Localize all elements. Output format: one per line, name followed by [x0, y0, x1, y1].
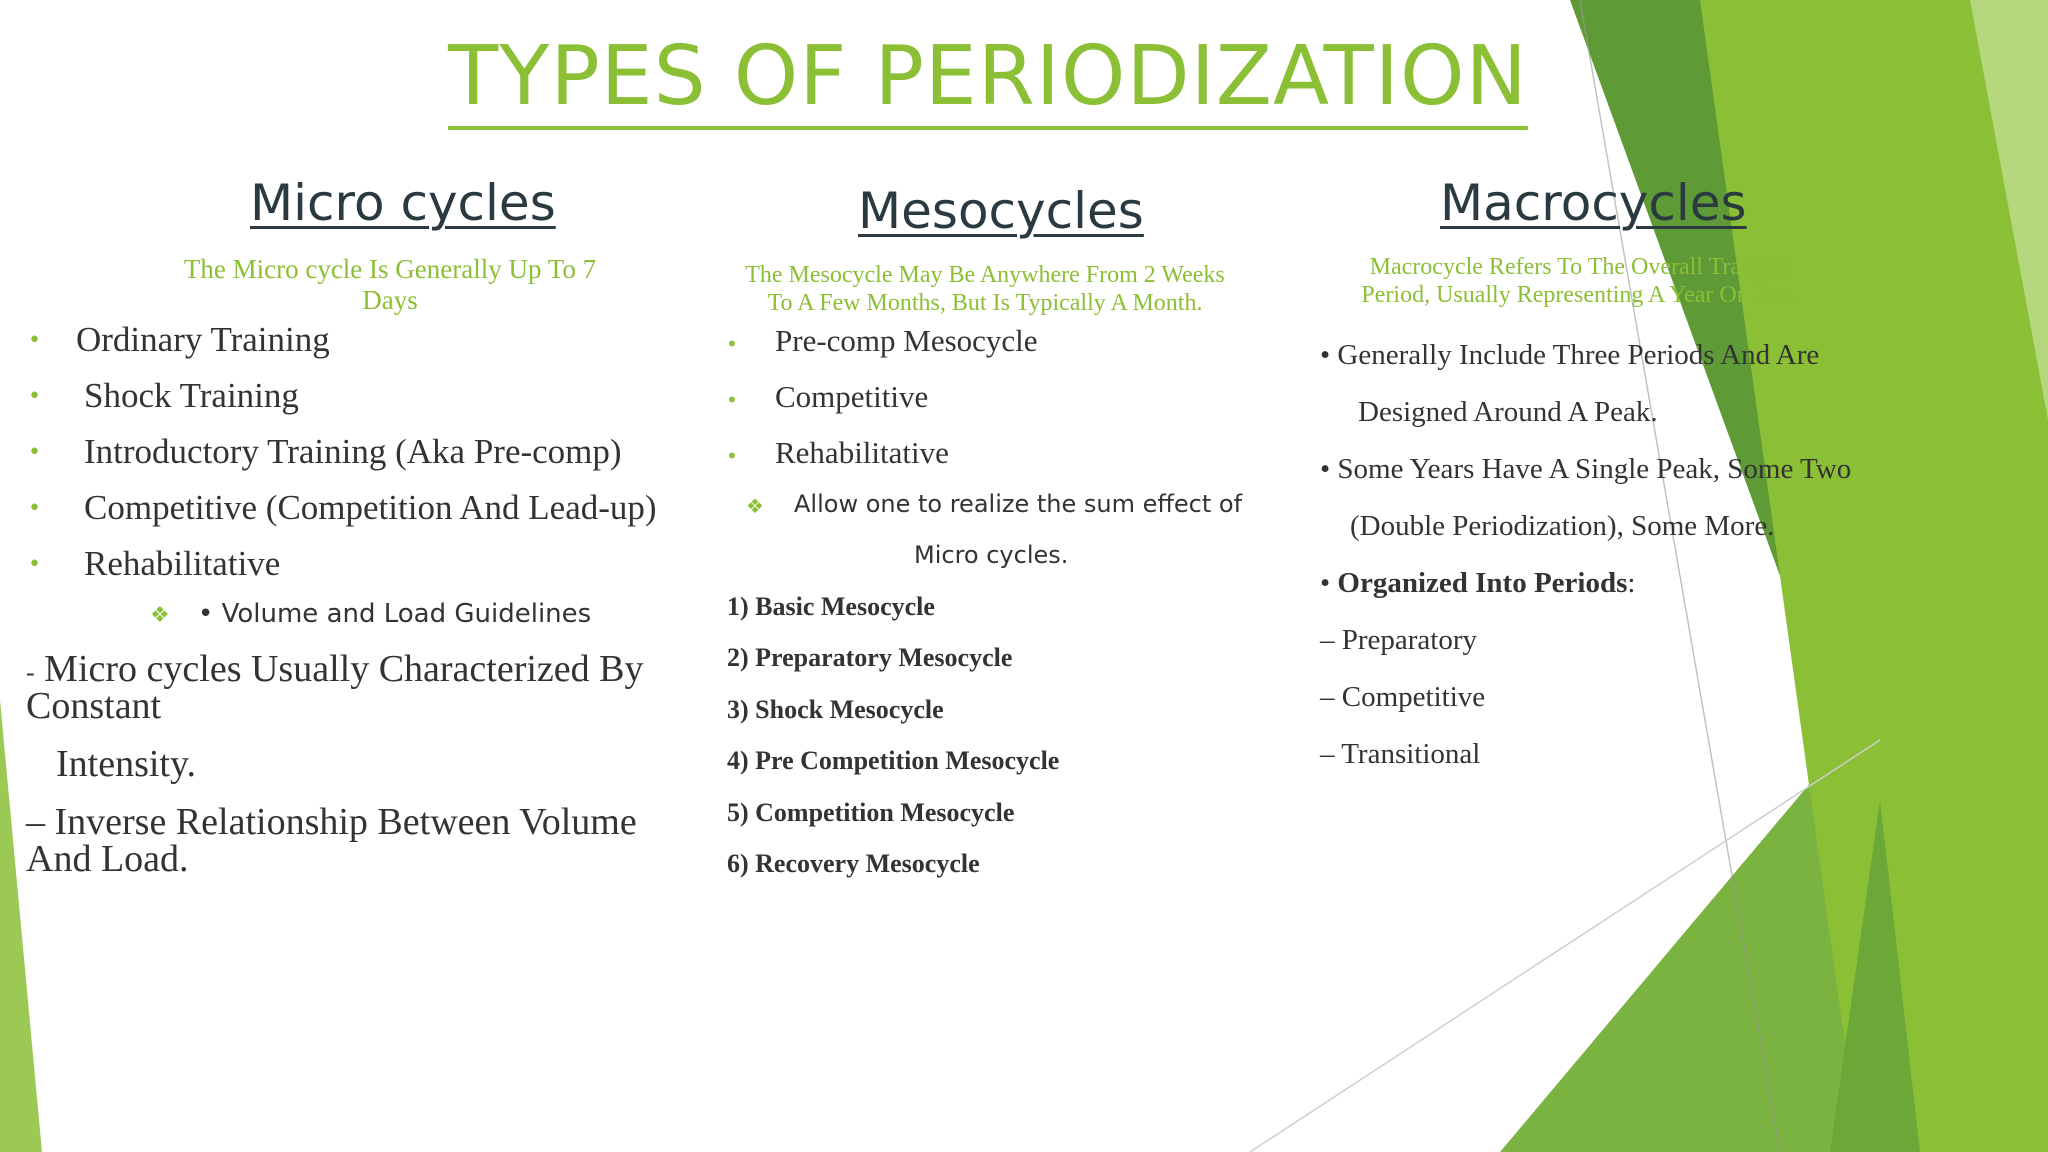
bullet-dot: • [726, 388, 738, 412]
bullet-dot: • [726, 332, 738, 356]
macro-period-3: – Transitional [1320, 738, 1481, 770]
micro-subtitle-line1: The Micro cycle Is Generally Up To 7 [183, 254, 597, 284]
meso-bullet-1: Pre-comp Mesocycle [775, 323, 1038, 358]
diamond-bullet-icon: ❖ [150, 603, 170, 628]
meso-numbered-2: 2) Preparatory Mesocycle [727, 643, 1013, 672]
slide-title [0, 29, 1976, 124]
meso-subtitle-line1: The Mesocycle May Be Anywhere From 2 Weeks [745, 262, 1225, 288]
micro-note-1-line3: Intensity. [56, 743, 197, 785]
micro-note-2-line2: And Load. [26, 838, 189, 880]
macro-point-2-line2: (Double Periodization), Some More. [1350, 510, 1775, 542]
macro-period-1: – Preparatory [1320, 624, 1478, 656]
micro-note-2: – Inverse Relationship Between Volume [26, 801, 637, 843]
micro-note-1-dash: - [26, 658, 35, 687]
macro-subtitle [1300, 254, 1860, 309]
micro-subtitle-line2: Days [362, 285, 418, 316]
diamond-bullet-icon: ❖ [746, 494, 764, 518]
bullet-dot: • [28, 552, 41, 577]
bullet-dot: • [28, 384, 41, 409]
micro-note-1-text: Micro cycles Usually Characterized By [44, 648, 644, 690]
micro-heading: Micro cycles [250, 174, 556, 232]
meso-numbered-3: 3) Shock Mesocycle [727, 695, 944, 724]
macro-heading: Macrocycles [1440, 174, 1747, 232]
macro-point-1-line2: Designed Around A Peak. [1358, 396, 1658, 428]
bullet-dot: • [28, 328, 41, 353]
micro-note-1 [26, 650, 644, 688]
meso-numbered-1: 1) Basic Mesocycle [727, 592, 935, 621]
left-green-sliver [0, 700, 42, 1152]
meso-sub-bullet: Allow one to realize the sum effect of [794, 490, 1243, 518]
meso-numbered-5: 5) Competition Mesocycle [727, 798, 1015, 827]
meso-bullet-3: Rehabilitative [775, 435, 949, 470]
macro-point-3-bold: Organized Into Periods [1337, 567, 1628, 599]
meso-subtitle-line2: To A Few Months, But Is Typically A Month. [767, 289, 1203, 316]
slide-title-text: TYPES OF PERIODIZATION [448, 29, 1528, 130]
meso-numbered-4: 4) Pre Competition Mesocycle [727, 746, 1060, 775]
macro-subtitle-line1: Macrocycle Refers To The Overall Training [1369, 254, 1791, 280]
meso-sub-bullet-line2: Micro cycles. [914, 541, 1069, 569]
micro-bullet-4: Competitive (Competition And Lead-up) [84, 488, 657, 527]
micro-bullet-1: Ordinary Training [76, 320, 330, 359]
micro-note-1-line2: Constant [26, 685, 162, 727]
micro-subtitle [120, 254, 660, 316]
meso-subtitle [700, 262, 1270, 317]
bullet-dot: • [726, 444, 738, 468]
micro-bullet-3: Introductory Training (Aka Pre-comp) [84, 432, 622, 471]
macro-point-1: • Generally Include Three Periods And Are [1320, 339, 1820, 371]
meso-bullet-2: Competitive [775, 379, 929, 414]
macro-subtitle-line2: Period, Usually Representing A Year Or Two. [1361, 281, 1799, 308]
macro-point-3-bullet: • [1320, 567, 1338, 599]
macro-point-2: • Some Years Have A Single Peak, Some Two [1320, 453, 1852, 485]
bullet-dot: • [28, 440, 41, 465]
bullet-dot: • [28, 496, 41, 521]
micro-bullet-2: Shock Training [84, 376, 299, 415]
macro-point-3 [1320, 569, 1635, 598]
micro-sub-bullet: • Volume and Load Guidelines [198, 599, 592, 629]
macro-period-2: – Competitive [1320, 681, 1486, 713]
meso-numbered-6: 6) Recovery Mesocycle [727, 849, 980, 878]
micro-bullet-5: Rehabilitative [84, 544, 281, 583]
macro-point-3-colon: : [1627, 567, 1636, 599]
meso-heading: Mesocycles [858, 182, 1144, 240]
